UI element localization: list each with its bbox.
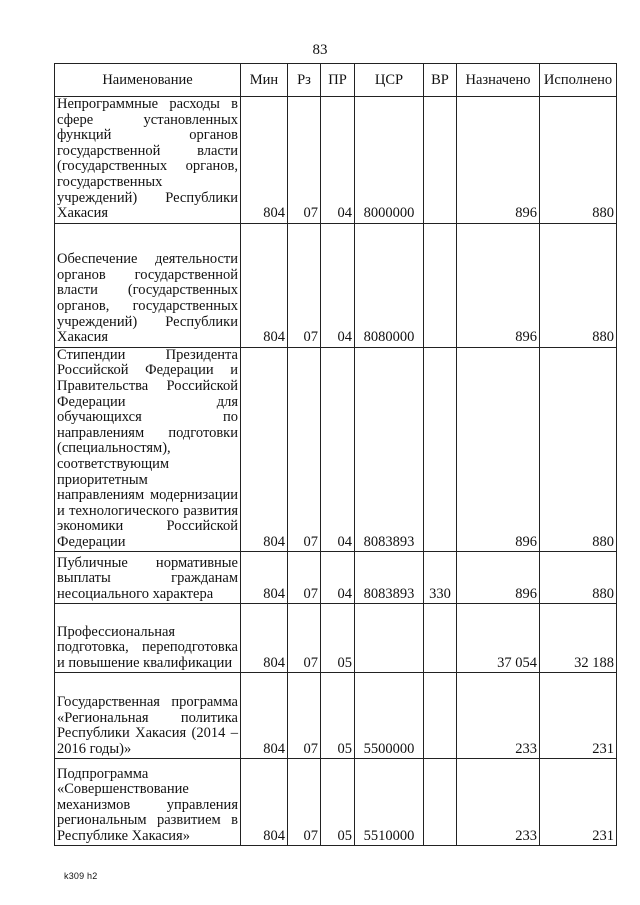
- row-pr: 04: [321, 347, 355, 552]
- table-row: [55, 759, 617, 846]
- row-executed: 880: [540, 552, 617, 604]
- row-assigned: 896: [457, 97, 540, 224]
- row-pr: 04: [321, 97, 355, 224]
- row-vr: [424, 673, 457, 759]
- row-name-text: Профессиональная подготовка, переподготовка и повышение квалификации: [57, 623, 238, 671]
- row-min: 804: [241, 347, 288, 552]
- row-csr: 8000000: [355, 97, 424, 224]
- row-executed: 880: [540, 97, 617, 224]
- row-pr: 04: [321, 223, 355, 347]
- table-row: [55, 604, 617, 673]
- col-header-pr: ПР: [321, 64, 355, 97]
- table-header-row: [55, 64, 617, 97]
- col-header-executed: Исполнено: [540, 64, 617, 97]
- row-name-text: Публичные нормативные выплаты гражданам несоциального характера: [57, 554, 238, 602]
- page-number: 83: [312, 42, 328, 58]
- row-min: 804: [241, 673, 288, 759]
- row-vr: [424, 97, 457, 224]
- row-pr: 04: [321, 552, 355, 604]
- footer-code: k309 h2: [64, 871, 98, 881]
- row-min: 804: [241, 759, 288, 846]
- row-vr: 330: [424, 552, 457, 604]
- row-rz: 07: [288, 223, 321, 347]
- row-assigned: 896: [457, 223, 540, 347]
- row-rz: 07: [288, 552, 321, 604]
- row-vr: [424, 347, 457, 552]
- row-name-text: Непрограммные расходы в сфере установленных функций органов государственной власти (государственных органов, государственных учреждений) Республики Хакасия: [57, 96, 238, 222]
- row-executed: 880: [540, 347, 617, 552]
- row-csr: 8083893: [355, 347, 424, 552]
- row-name: [55, 223, 241, 347]
- row-assigned: 896: [457, 347, 540, 552]
- row-pr: 05: [321, 604, 355, 673]
- row-vr: [424, 223, 457, 347]
- col-header-vr: ВР: [424, 64, 457, 97]
- col-header-csr: ЦСР: [355, 64, 424, 97]
- row-min: 804: [241, 604, 288, 673]
- budget-table: [54, 63, 617, 846]
- col-header-assigned: Назначено: [457, 64, 540, 97]
- row-name: [55, 673, 241, 759]
- row-csr: 5500000: [355, 673, 424, 759]
- row-name: [55, 347, 241, 552]
- row-rz: 07: [288, 673, 321, 759]
- row-csr: 5510000: [355, 759, 424, 846]
- table-row: [55, 552, 617, 604]
- row-name-text: Подпрограмма «Совершенствование механизмов управления региональным развитием в Республике Хакасия»: [57, 765, 238, 844]
- row-name-text: Обеспечение деятельности органов государственной власти (государственных органов, государственных учреждений) Республики Хакасия: [57, 251, 238, 346]
- row-pr: 05: [321, 759, 355, 846]
- row-rz: 07: [288, 97, 321, 224]
- row-csr: 8083893: [355, 552, 424, 604]
- row-vr: [424, 759, 457, 846]
- col-header-min: Мин: [241, 64, 288, 97]
- row-csr: [355, 604, 424, 673]
- row-assigned: 37 054: [457, 604, 540, 673]
- row-executed: 880: [540, 223, 617, 347]
- row-rz: 07: [288, 759, 321, 846]
- row-rz: 07: [288, 604, 321, 673]
- table-row: [55, 347, 617, 552]
- row-name: [55, 97, 241, 224]
- table-row: [55, 223, 617, 347]
- row-name: [55, 604, 241, 673]
- row-rz: 07: [288, 347, 321, 552]
- col-header-rz: Рз: [288, 64, 321, 97]
- row-name-text: Государственная программа «Региональная политика Республики Хакасия (2014 – 2016 годы)»: [57, 694, 238, 757]
- row-vr: [424, 604, 457, 673]
- row-min: 804: [241, 223, 288, 347]
- table-row: [55, 673, 617, 759]
- row-executed: 231: [540, 759, 617, 846]
- row-name: [55, 759, 241, 846]
- row-pr: 05: [321, 673, 355, 759]
- row-assigned: 896: [457, 552, 540, 604]
- row-assigned: 233: [457, 673, 540, 759]
- row-executed: 231: [540, 673, 617, 759]
- row-name-text: Стипендии Президента Российской Федерации и Правительства Российской Федерации для обучающихся по направлениям подготовки (специальностям), соответствующим приоритетным направлениям модернизации и технологического развития экономики Российской Федерации: [57, 346, 238, 550]
- row-min: 804: [241, 97, 288, 224]
- row-min: 804: [241, 552, 288, 604]
- row-executed: 32 188: [540, 604, 617, 673]
- col-header-name: Наименование: [55, 64, 241, 97]
- table-row: [55, 97, 617, 224]
- row-assigned: 233: [457, 759, 540, 846]
- row-csr: 8080000: [355, 223, 424, 347]
- row-name: [55, 552, 241, 604]
